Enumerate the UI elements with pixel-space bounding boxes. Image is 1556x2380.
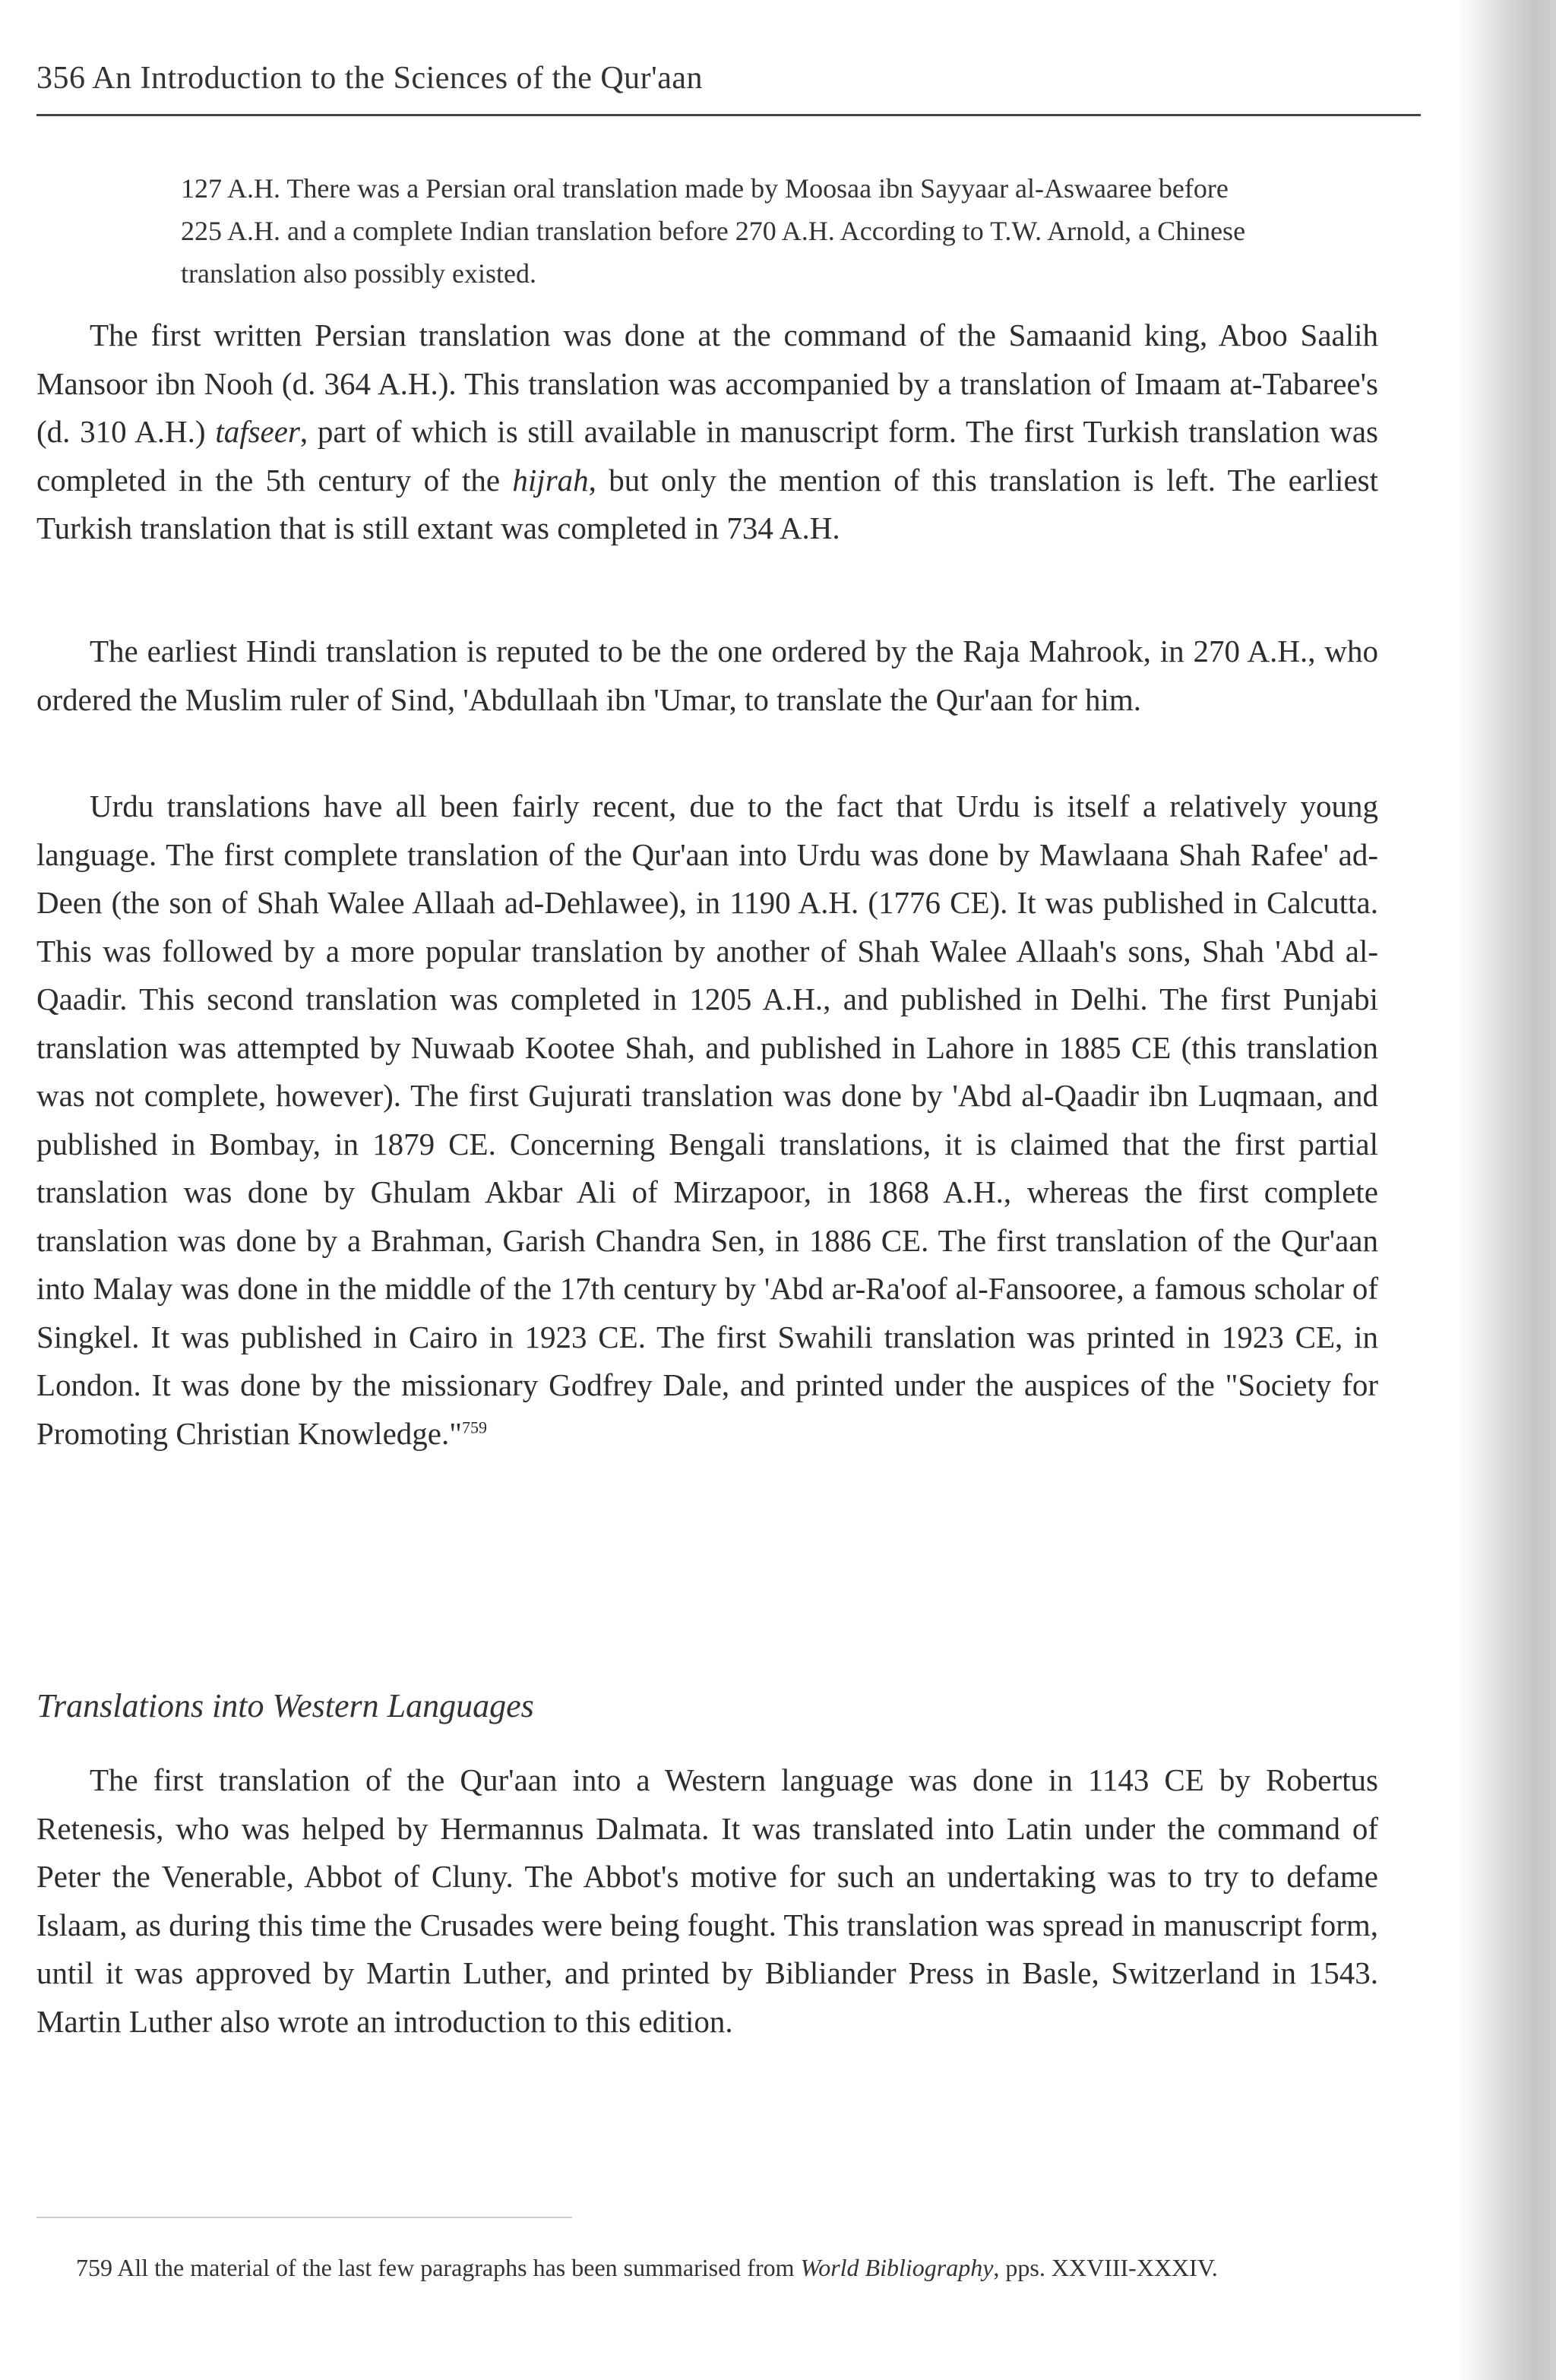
paragraph-text: Urdu translations have all been fairly recent, due to the fact that Urdu is itself a relatively young language. The first complete translation of the Qur'aan into Urdu was done by Mawlaana Shah Rafee' ad-Deen (the son of Shah Walee Allaah ad-Dehlawee), in 1190 A.H. (1776 CE). It was published in Calcutta. This was followed by a more popular translation by another of Shah Walee Allaah's sons, Shah 'Abd al-Qaadir. This second translation was completed in 1205 A.H., and published in Delhi. The first Punjabi translation was attempted by Nuwaab Kootee Shah, and published in Lahore in 1885 CE (this translation was not complete, however). The first Gujurati translation was done by 'Abd al-Qaadir ibn Luqmaan, and published in Bombay, in 1879 CE. Concerning Bengali translations, it is claimed that the first partial translation was done by Ghulam Akbar Ali of Mirzapoor, in 1868 A.H., whereas the first complete translation was done by a Brahman, Garish Chandra Sen, in 1886 CE. The first translation of the Qur'aan into Malay was done in the middle of the 17th century by 'Abd ar-Ra'oof al-Fansooree, a famous scholar of Singkel. It was published in Cairo in 1923 CE. The first Swahili translation was printed in 1923 CE, in London. It was done by the missionary Godfrey Dale, and printed under the auspices of the "Society for Promoting Christian Knowledge." bbox=[36, 789, 1378, 1451]
footnote-reference[interactable]: 759 bbox=[461, 1417, 487, 1437]
paragraph-hindi: The earliest Hindi translation is reputed to be the one ordered by the Raja Mahrook, in 270 A.H., who ordered the Muslim ruler of Sind, 'Abdullaah ibn 'Umar, to translate the Qur'aan for him. bbox=[36, 634, 1378, 717]
paragraph-urdu-and-others bbox=[36, 782, 1378, 1458]
footnote-number: 759 bbox=[76, 2254, 112, 2281]
footnote-text-end: , pps. XXVIII-XXXIV. bbox=[993, 2254, 1218, 2281]
section-heading: Translations into Western Languages bbox=[36, 1687, 534, 1724]
hijrah-term: hijrah bbox=[512, 462, 589, 498]
paragraph-text: , part of which is still available in manuscript form. The first Turkish translation was completed in the 5th century of the bbox=[36, 414, 1379, 498]
paragraph-text: , but only the mention of this translation is left. The earliest Turkish translation that is still extant was completed in 734 A.H. bbox=[36, 462, 1378, 545]
footnote-source: World Bibliography bbox=[800, 2254, 994, 2281]
header-rule bbox=[36, 114, 1421, 116]
footnote-rule bbox=[36, 2217, 572, 2218]
page-edge-shadow bbox=[1457, 0, 1556, 2380]
page-number: 356 bbox=[36, 61, 86, 96]
paragraph-persian-turkish bbox=[36, 311, 1378, 553]
running-header bbox=[36, 59, 1421, 97]
running-title: An Introduction to the Sciences of the Qur'aan bbox=[92, 61, 704, 96]
footnote-text: All the material of the last few paragraphs has been summarised from bbox=[117, 2254, 801, 2281]
block-quote: 127 A.H. There was a Persian oral translation made by Moosaa ibn Sayyaar al-Aswaaree before 225 A.H. and a complete Indian translation before 270 A.H. According to T.W. Arnold, a Chinese translation also possibly existed. bbox=[181, 173, 1246, 289]
tafseer-term: tafseer bbox=[215, 414, 300, 449]
paragraph-western-languages: The first translation of the Qur'aan into a Western language was done in 1143 CE by Robertus Retenesis, who was helped by Hermannus Dalmata. It was translated into Latin under the command of Peter the Venerable, Abbot of Cluny. The Abbot's motive for such an undertaking was to try to defame Islaam, as during this time the Crusades were being fought. This translation was spread in manuscript form, until it was approved by Martin Luther, and printed by Bibliander Press in Basle, Switzerland in 1543. Martin Luther also wrote an introduction to this edition. bbox=[36, 1762, 1378, 2039]
footnote bbox=[36, 2249, 1378, 2287]
paragraph-text: The first written Persian translation was done at the command of the Samaanid king, Aboo Saalih Mansoor ibn Nooh (d. 364 A.H.). This translation was accompanied by a translation of Imaam at-Tabaree's (d. 310 A.H.) bbox=[36, 318, 1378, 449]
